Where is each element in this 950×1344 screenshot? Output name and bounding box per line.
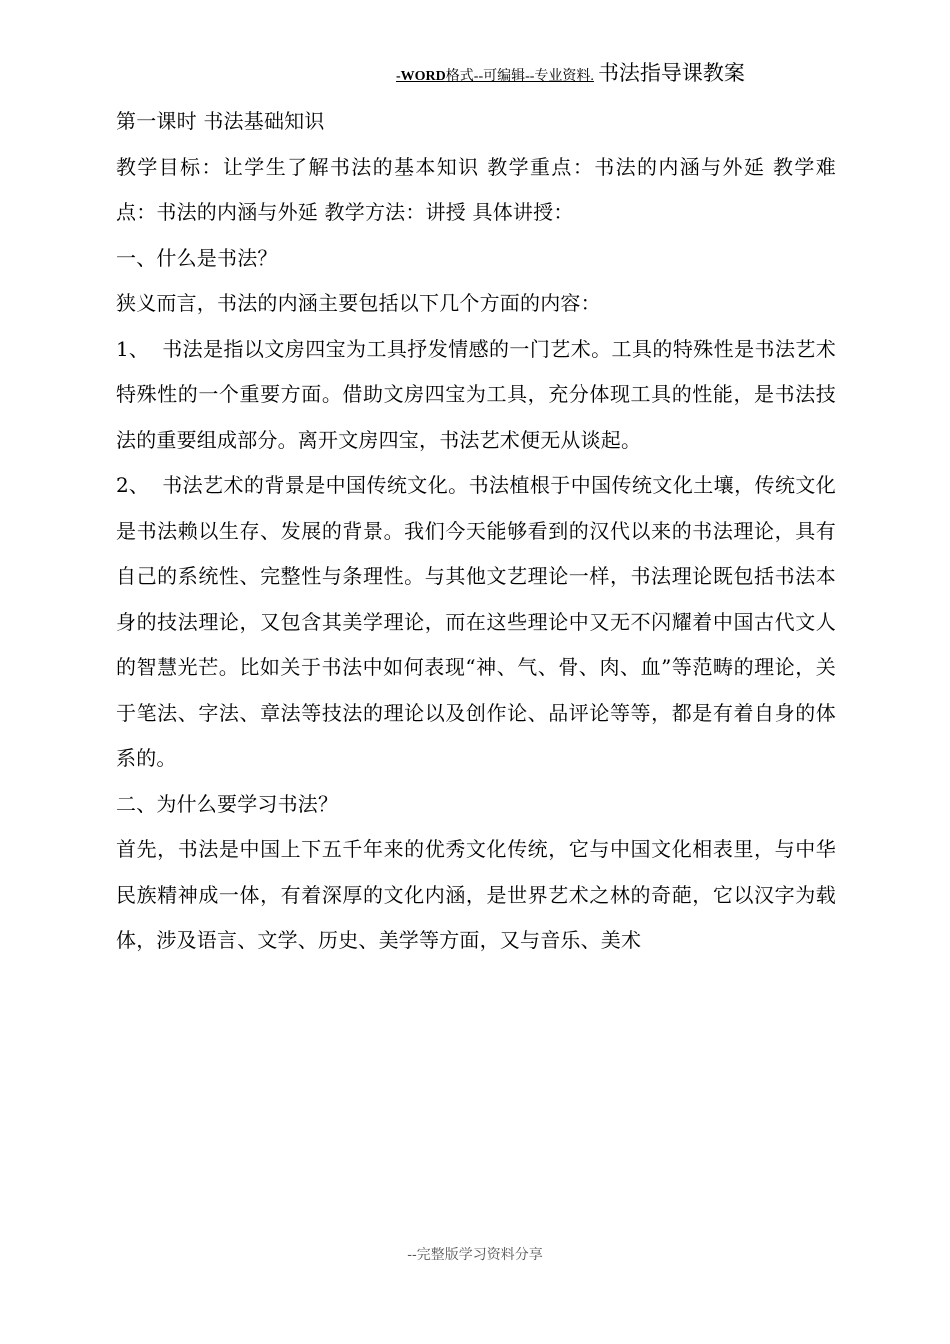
teaching-objectives: 教学目标：让学生了解书法的基本知识 教学重点：书法的内涵与外延 教学难点：书法的内涵与外延 教学方法：讲授 具体讲授： — [116, 154, 836, 224]
list-item-2 — [116, 463, 836, 782]
section2-paragraph: 首先，书法是中国上下五千年来的优秀文化传统，它与中国文化相表里，与中华民族精神成一体，有着深厚的文化内涵，是世界艺术之林的奇葩，它以汉字为载体，涉及语言、文学、历史、美学等方面，又与音乐、美术 — [116, 837, 836, 952]
page-footer: --完整版学习资料分享 — [407, 1247, 543, 1263]
document-body — [116, 99, 836, 964]
list-item-2-number: 2、 — [116, 473, 150, 497]
lesson-title: 第一课时 书法基础知识 — [116, 109, 325, 133]
header-format-rest: 格式--可编辑--专业资料. — [445, 69, 594, 84]
list-item-1-text: 书法是指以文房四宝为工具抒发情感的一门艺术。工具的特殊性是书法艺术特殊性的一个重要方面。借助文房四宝为工具，充分体现工具的性能，是书法技法的重要组成部分。离开文房四宝，书法艺术便无从谈起。 — [116, 336, 836, 452]
list-item-1 — [116, 327, 836, 464]
section-heading-what-is-calligraphy: 一、什么是书法？ — [116, 245, 278, 270]
section1-intro: 狭义而言，书法的内涵主要包括以下几个方面的内容： — [116, 291, 601, 315]
list-item-2-text: 书法艺术的背景是中国传统文化。书法植根于中国传统文化土壤，传统文化是书法赖以生存、发展的背景。我们今天能够看到的汉代以来的书法理论，具有自己的系统性、完整性与条理性。与其他文艺理论一样，书法理论既包括书法本身的技法理论，又包含其美学理论，而在这些理论中又无不闪耀着中国古代文人的智慧光芒。比如关于书法中如何表现“神、气、骨、肉、血”等范畴的理论，关于笔法、字法、章法等技法的理论以及创作论、品评论等等，都是有着自身的体系的。 — [116, 473, 836, 770]
header-format-prefix: -WORD — [396, 69, 446, 84]
header-format-note — [396, 69, 594, 84]
section-heading-why-learn: 二、为什么要学习书法？ — [116, 791, 339, 816]
page-header — [396, 58, 916, 92]
header-title: 书法指导课教案 — [597, 61, 745, 85]
list-item-1-number: 1、 — [116, 336, 150, 361]
